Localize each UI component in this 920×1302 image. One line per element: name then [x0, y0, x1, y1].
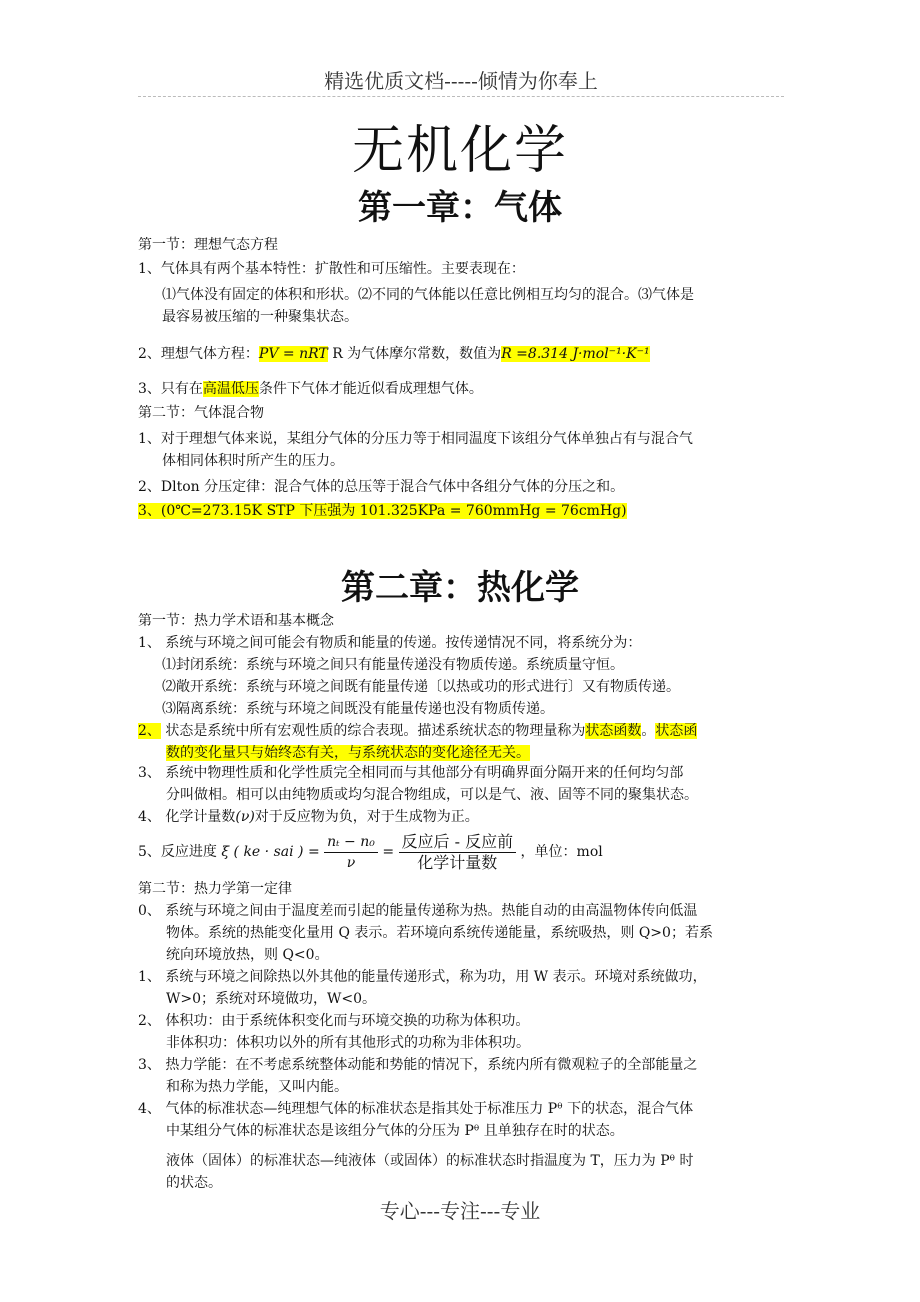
stoichiometric-symbol: (ν): [235, 809, 255, 825]
ideal-gas-equation-line: [138, 343, 650, 365]
gas-constant-value: R =8.314 J·mol⁻¹·K⁻¹: [501, 346, 650, 362]
highlight-text: 状态函: [655, 723, 698, 739]
paragraph-line: 和称为热力学能，又叫内能。: [166, 1079, 348, 1095]
highlight-text: 状态函数: [585, 723, 642, 739]
paragraph-line: 统向环境放热，则 Q<0。: [166, 947, 329, 963]
text: 。: [641, 723, 656, 739]
paragraph-line: 2、 体积功：由于系统体积变化而与环境交换的功称为体积功。: [138, 1013, 530, 1029]
paragraph-line: 2、Dlton 分压定律：混合气体的总压等于混合气体中各组分气体的分压之和。: [138, 479, 625, 495]
text: 3、只有在: [138, 381, 203, 397]
paragraph-line: 1、气体具有两个基本特性：扩散性和可压缩性。主要表现在：: [138, 261, 525, 277]
fraction-numerator: 反应后 - 反应前: [399, 832, 517, 853]
page-footer: 专心---专注---专业: [379, 1199, 541, 1223]
paragraph-line: 1、 系统与环境之间可能会有物质和能量的传递。按传递情况不同，将系统分为：: [138, 635, 642, 651]
paragraph-line: 4、 气体的标准状态—纯理想气体的标准状态是指其处于标准压力 Pᶿ 下的状态，混合气体: [138, 1101, 694, 1117]
section-heading: 第二节：热力学第一定律: [138, 881, 292, 897]
paragraph-line: 0、 系统与环境之间由于温度差而引起的能量传递称为热。热能自动的由高温物体传向低温: [138, 903, 698, 919]
paragraph-line: [138, 720, 697, 742]
highlight-text: 高温低压: [202, 381, 259, 397]
paragraph-line: 中某组分气体的标准状态是该组分气体的分压为 Pᶿ 且单独存在时的状态。: [166, 1123, 624, 1139]
section-heading: 第一节：热力学术语和基本概念: [138, 613, 334, 629]
paragraph-line: 分叫做相。相可以由纯物质或均匀混合物组成，可以是气、液、固等不同的聚集状态。: [166, 787, 698, 803]
paragraph-line: [138, 378, 483, 400]
ideal-gas-equation: PV = nRT: [258, 346, 328, 362]
chapter-2-title: 第二章：热化学: [341, 568, 579, 608]
fraction-numerator: nₜ − n₀: [324, 832, 378, 853]
xi-symbol: ξ ( ke · sai ) =: [221, 844, 320, 860]
text: 状态是系统中所有宏观性质的综合表现。描述系统状态的物理量称为: [160, 723, 586, 739]
chapter-1-title: 第一章：气体: [358, 188, 562, 228]
paragraph-line: 最容易被压缩的一种聚集状态。: [162, 309, 358, 325]
paragraph-line: 体相同体积时所产生的压力。: [162, 453, 344, 469]
text: 4、 化学计量数: [138, 809, 236, 825]
paragraph-line: [138, 500, 627, 522]
reaction-extent-formula: [138, 830, 603, 874]
text: R 为气体摩尔常数，数值为: [332, 346, 502, 362]
paragraph-line: 的状态。: [166, 1175, 222, 1191]
paragraph-line: ⑴气体没有固定的体积和形状。⑵不同的气体能以任意比例相互均匀的混合。⑶气体是: [162, 287, 694, 303]
paragraph-line: 液体（固体）的标准状态—纯液体（或固体）的标准状态时指温度为 T，压力为 Pᶿ 时: [166, 1153, 694, 1169]
paragraph-line: 3、 系统中物理性质和化学性质完全相同而与其他部分有明确界面分隔开来的任何均匀部: [138, 765, 684, 781]
equals-sign: =: [382, 844, 395, 860]
text: 对于反应物为负，对于生成物为正。: [254, 809, 479, 825]
highlight-text: 数的变化量只与始终态有关，与系统状态的变化途径无关。: [166, 745, 530, 761]
document-title: 无机化学: [351, 121, 568, 181]
fraction-denominator: ν: [346, 854, 356, 871]
unit-text: ，单位：mol: [520, 844, 603, 860]
paragraph-line: ⑶隔离系统：系统与环境之间既没有能量传递也没有物质传递。: [162, 701, 554, 717]
page-header: 精选优质文档-----倾情为你奉上: [138, 66, 784, 97]
highlight-text: 2、: [138, 723, 161, 739]
section-heading: 第一节：理想气态方程: [138, 237, 278, 253]
fraction-text: [399, 832, 517, 873]
paragraph-line: [166, 742, 530, 764]
paragraph-line: W>0；系统对环境做功，W<0。: [166, 991, 377, 1007]
section-heading: 第二节：气体混合物: [138, 405, 264, 421]
paragraph-line: 1、 系统与环境之间除热以外其他的能量传递形式，称为功，用 W 表示。环境对系统做功，: [138, 969, 707, 985]
paragraph-line: 3、 热力学能：在不考虑系统整体动能和势能的情况下，系统内所有微观粒子的全部能量之: [138, 1057, 698, 1073]
paragraph-line: 物体。系统的热能变化量用 Q 表示。若环境向系统传递能量，系统吸热，则 Q>0；若系: [166, 925, 713, 941]
fraction-denominator: 化学计量数: [417, 852, 498, 872]
paragraph-line: 非体积功：体积功以外的所有其他形式的功称为非体积功。: [166, 1035, 530, 1051]
paragraph-line: [138, 806, 479, 828]
paragraph-line: 1、对于理想气体来说，某组分气体的分压力等于相同温度下该组分气体单独占有与混合气: [138, 431, 693, 447]
highlight-text: 3、(0℃=273.15K STP 下压强为 101.325KPa = 760mmHg = 76cmHg): [138, 503, 627, 519]
paragraph-line: ⑴封闭系统：系统与环境之间只有能量传递没有物质传递。系统质量守恒。: [162, 657, 624, 673]
text: 2、理想气体方程：: [138, 346, 259, 362]
paragraph-line: ⑵敞开系统：系统与环境之间既有能量传递〔以热或功的形式进行〕又有物质传递。: [162, 679, 680, 695]
text: 5、反应进度: [138, 844, 217, 860]
text: 条件下气体才能近似看成理想气体。: [258, 381, 483, 397]
fraction-n: [324, 832, 378, 873]
